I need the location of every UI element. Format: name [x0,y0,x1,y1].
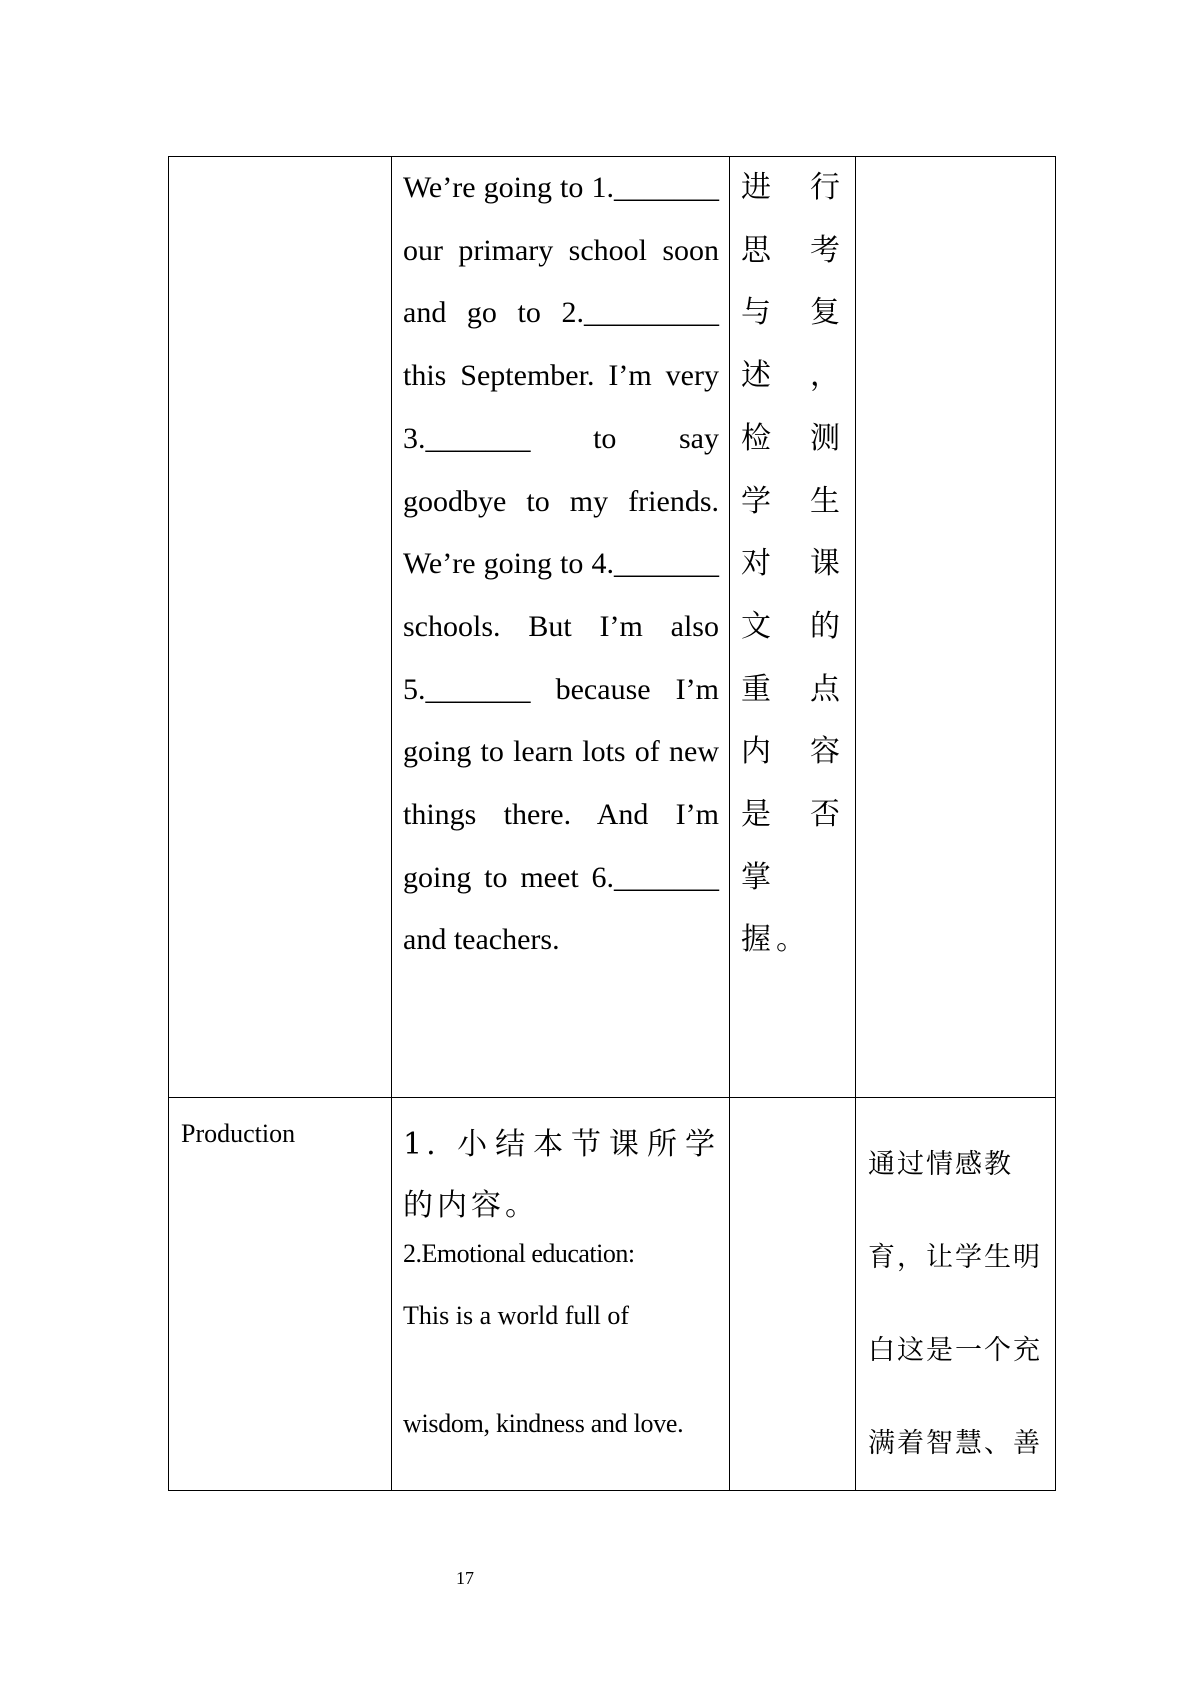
summary-activity: 1. 小结本节课所学的内容。 [403,1127,719,1223]
stage-cell [169,157,392,1098]
activity-cell [392,1098,730,1491]
emotion-goal-text: 通过情感教育，让学生明白这是一个充满着智慧、善 [868,1149,1042,1459]
emotional-education-line: wisdom, kindness and love. [403,1409,684,1438]
activity-cell [392,157,730,1098]
emotional-education-line: This is a world full of [403,1301,630,1330]
stage-label [169,157,391,177]
page-number: 17 [456,1568,474,1588]
table-row [169,1098,1056,1491]
purpose-cell [730,1098,856,1491]
fill-in-blank-passage: We’re going to 1._______ our primary school soon and go to 2._________ this September. I’m very 3._______ to say goodbye to my friends. We’re going to 4._______ schools. But I’m also 5._______ because I’m going to learn lots of new things there. And I’m going to meet 6._______ and teachers. [403,171,719,957]
notes-cell [856,157,1056,1098]
emotion-goal-cell [856,1098,1056,1491]
lesson-plan-table [168,156,1056,1491]
emotional-education-heading: 2.Emotional education: [403,1239,635,1268]
table-row [169,157,1056,1098]
stage-label: Production [181,1119,296,1148]
purpose-cell [730,157,856,1098]
purpose-text: 进行思考与复述，检测学生对课文的重点内容是否掌握。 [741,170,845,958]
stage-cell [169,1098,392,1491]
